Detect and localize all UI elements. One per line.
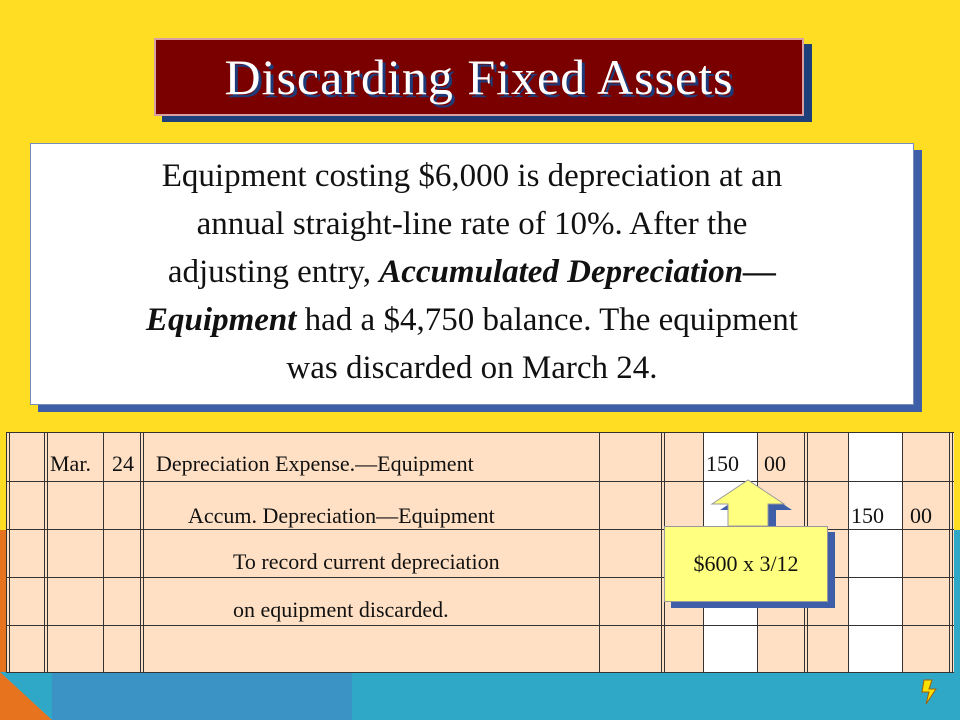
ledger-row-rule	[6, 625, 954, 626]
background-band-blue	[52, 672, 352, 720]
entry-day: 24	[112, 451, 134, 476]
ledger-rule	[949, 433, 953, 673]
ledger-row-rule	[6, 481, 954, 482]
calculation-callout	[664, 526, 828, 602]
ledger-rule	[6, 433, 10, 673]
info-box	[30, 143, 914, 405]
slide-title: Discarding Fixed Assets	[224, 49, 734, 105]
info-line-1: Equipment costing $6,000 is depreciation at an	[161, 158, 783, 194]
info-line-4	[31, 296, 913, 344]
info-line-2: annual straight-line rate of 10%. After the	[196, 206, 748, 242]
info-line-3-text: adjusting entry,	[167, 254, 380, 290]
ledger-rule	[44, 433, 48, 673]
ledger-rule	[902, 433, 903, 673]
entry-month: Mar.	[50, 451, 91, 476]
entry-debit-dollars: 150	[706, 451, 739, 476]
ledger-row-rule	[6, 672, 954, 673]
entry-explanation-line2: on equipment discarded.	[233, 597, 449, 622]
callout-text: $600 x 3/12	[693, 551, 799, 576]
ledger-rule	[599, 433, 600, 673]
entry-credit-cents: 00	[910, 503, 932, 528]
info-line-5: was discarded on March 24.	[286, 350, 658, 386]
ledger-rule	[848, 433, 849, 673]
entry-debit-account: Depreciation Expense.—Equipment	[156, 451, 474, 476]
info-account-name-part1: Accumulated Depreciation—	[379, 254, 777, 290]
callout-arrow-icon	[708, 478, 788, 528]
slide-title-box	[154, 38, 804, 116]
ledger-credit-column-highlight	[848, 433, 902, 673]
ledger-rule	[103, 433, 104, 673]
entry-credit-dollars: 150	[851, 503, 884, 528]
info-account-name-part2: Equipment	[146, 302, 297, 338]
ledger-rule	[140, 433, 144, 673]
entry-credit-account: Accum. Depreciation—Equipment	[188, 503, 495, 528]
info-line-3	[31, 248, 913, 296]
background-band-corner	[0, 672, 52, 720]
entry-explanation-line1: To record current depreciation	[233, 549, 500, 574]
entry-debit-cents: 00	[764, 451, 786, 476]
info-line-4-text: had a $4,750 balance. The equipment	[296, 302, 798, 338]
lightning-bolt-icon[interactable]	[920, 678, 944, 706]
